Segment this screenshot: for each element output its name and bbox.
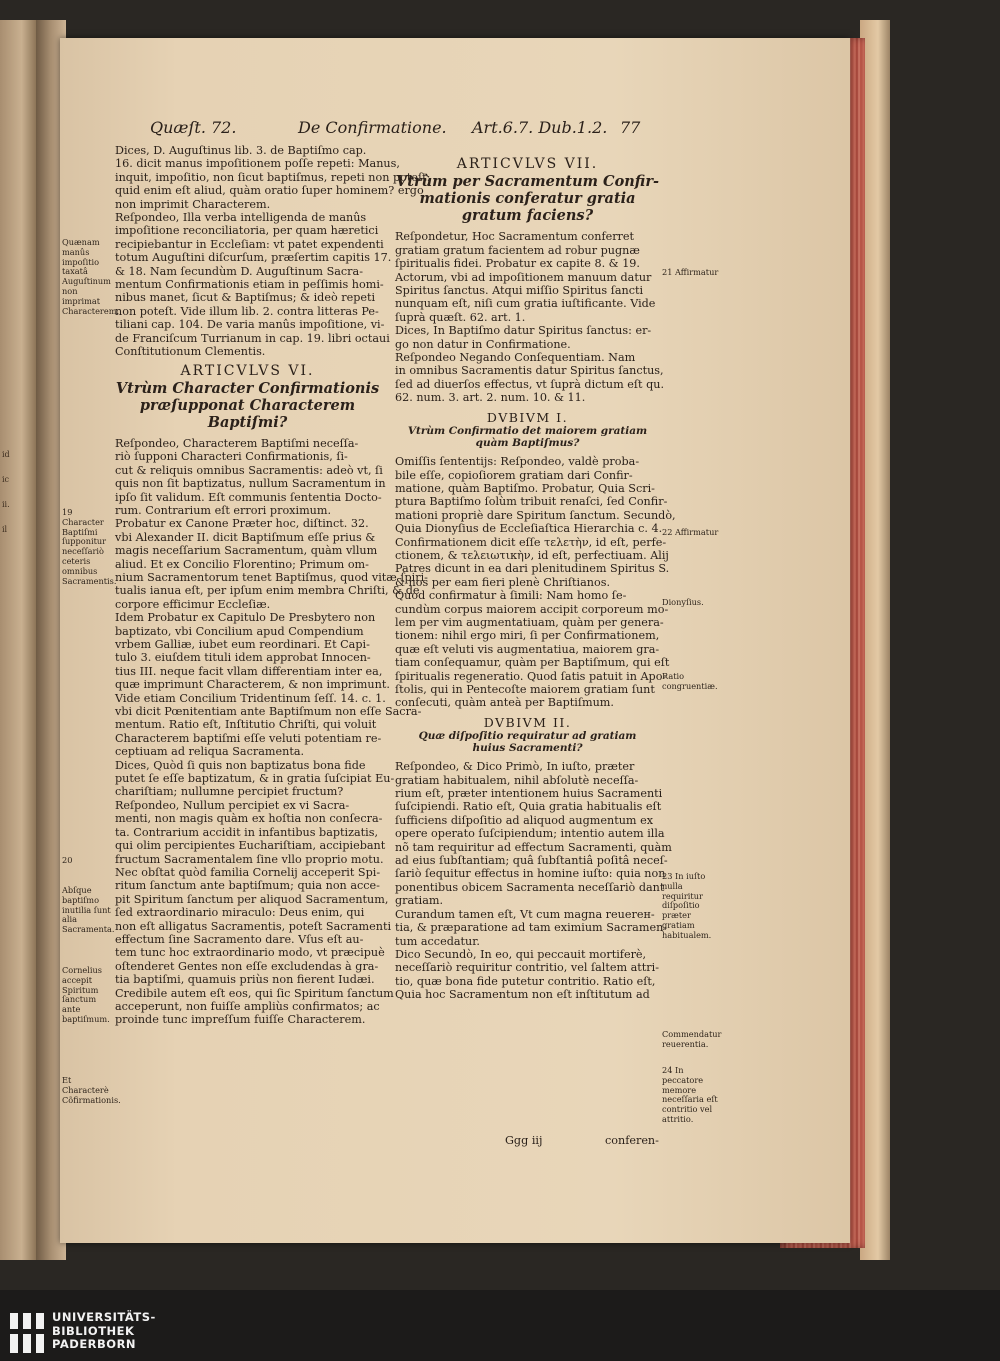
text-line: tulo 3. eiuſdem tituli idem approbat Innocen- [115, 651, 371, 665]
text-line: Reſpondetur, Hoc Sacramentum conferret [395, 230, 635, 244]
margin-note-left: Cornelius accepit Spiritum ſanctum ante baptiſmum. [62, 965, 110, 1024]
text-line: riò ſupponi Characteri Confirmationis, ſi- [115, 450, 348, 464]
text-line: pit Spiritum ſanctum per aliquod Sacramentum, [115, 892, 389, 906]
text-line: Dices, In Baptiſmo datur Spiritus ſanctus: er- [395, 324, 652, 338]
text-line: ritum ſanctum ante baptiſmum; quia non acce- [115, 879, 380, 893]
text-line: Reſpondeo, Nullum percipiet ex vi Sacra- [115, 798, 350, 812]
text-line: baptizato, vbi Concilium apud Compendium [115, 624, 364, 638]
dubium-2-subtitle [395, 730, 660, 754]
right-column-text-b [395, 455, 676, 710]
text-line: ctionem, & τελειωτικὴν, id eſt, perfectiuam. Alij [395, 548, 669, 562]
dubium-1-subtitle [395, 425, 660, 449]
text-line: cundùm corpus maiorem accipit corporeum mo- [395, 602, 669, 616]
text-line: ſuprà quæſt. 62. art. 1. [395, 310, 526, 324]
margin-note-right: Ratio congruentiæ. [662, 671, 718, 691]
text-line: rum. Contrarium eſt errori proximum. [115, 503, 332, 517]
text-line: mentum Confirmationis etiam in peſſimis homi- [115, 278, 384, 292]
text-line: tiam conſequamur, quàm per Baptiſmum, qui eſt [395, 656, 670, 670]
text-line: ſed extraordinario miraculo: Deus enim, qui [115, 906, 365, 920]
text-line: Vide etiam Concilium Tridentinum ſeſſ. 14. c. 1. [115, 691, 386, 705]
left-column-text-a [115, 144, 431, 359]
text-line: bile eſſe, copioſiorem gratiam dari Confir- [395, 468, 633, 482]
article-7-subtitle [395, 173, 660, 224]
dubium-2-title: DVBIVM II. [483, 714, 572, 730]
text-line: ſufficiens diſpoſitio ad aliquod augmentum ex [395, 813, 654, 827]
left-page-margin-note: ic [2, 475, 10, 484]
right-column-text-c [395, 760, 672, 1002]
text-line: ad eius ſubſtantiam; quâ ſubſtantiâ poſitâ neceſ- [395, 854, 668, 868]
running-header [150, 118, 650, 140]
text-line: tius III. neque facit vllam differentiam inter ea, [115, 664, 383, 678]
margin-note-left: Et Characterè Cõfirmationis. [62, 1075, 121, 1105]
header-article: Art.6.7. Dub.1.2. [472, 118, 608, 137]
margin-note-right: Dionyſius. [662, 597, 704, 607]
article-6-subtitle [115, 380, 380, 431]
text-line: ſpiritualis fidei. Probatur ex capite 8. & 19. [395, 257, 640, 271]
logo-line: UNIVERSITÄTS- [52, 1310, 156, 1324]
text-line: vbi dicit Pœnitentiam ante Baptiſmum non eſſe Sacra- [115, 705, 422, 719]
text-line: Reſpondeo Negando Conſequentiam. Nam [395, 351, 636, 365]
text-line: conſecuti, quàm anteà per Baptiſmum. [395, 696, 614, 710]
text-line: Quia hoc Sacramentum non eſt inſtitutum ad [395, 988, 650, 1002]
text-line: quis non ſit baptizatus, nullum Sacramentum in [115, 477, 386, 491]
text-line: ta. Contrarium accidit in infantibus baptizatis, [115, 825, 379, 839]
text-line: effectum ſine Sacramento dare. Vſus eſt au- [115, 932, 364, 946]
text-line: ſuſcipiendi. Ratio eſt, Quia gratia habitualis eſt [395, 800, 662, 814]
text-line: non poteſt. Vide illum lib. 2. contra litteras Pe- [115, 304, 379, 318]
text-line: Quia Dionyſius de Eccleſiaſtica Hierarchia c. 4. [395, 522, 663, 536]
text-line: & 18. Nam ſecundùm D. Auguſtinum Sacra- [115, 264, 363, 278]
text-line: rium eſt, præter intentionem huius Sacramenti [395, 787, 663, 801]
library-logo-text [52, 1311, 156, 1352]
text-line: corpore efficimur Eccleſiæ. [115, 597, 271, 611]
text-line: oſtenderet Gentes non eſſe excludendas à gra- [115, 959, 379, 973]
text-line: Patres dicunt in ea dari plenitudinem Spiritus S. [395, 562, 670, 576]
text-line: tionem: nihil ergo miri, ſi per Confirmationem, [395, 629, 660, 643]
margin-note-right: 22 Affirmatur [662, 527, 719, 537]
text-line: proinde tunc impreſſum fuiſſe Characterem. [115, 1013, 366, 1027]
text-line: nibus manet, ſicut & Baptiſmus; & ideò repeti [115, 291, 376, 305]
margin-note-right: 24 In peccatore memore neceſſaria eſt contritio vel attritio. [662, 1065, 718, 1124]
article-6-title: ARTICVLVS VI. [180, 362, 315, 379]
text-line: impoſitione reconciliatoria, per quam hæretici [115, 224, 379, 238]
text-line: Dico Secundò, In eo, qui peccauit mortiferè, [395, 947, 647, 961]
margin-note-left: Quænam manûs impoſitio taxatâ Auguſtinum non imprimat Characterem. [62, 237, 120, 316]
text-line: non imprimit Characterem. [115, 197, 271, 211]
left-page-margin-note: id [2, 450, 10, 459]
margin-note-right: 23 In iuſto nulla requiritur diſpoſitio præter gratiam habitualem. [662, 871, 712, 940]
text-line: quæ imprimunt Characterem, & non imprimunt. [115, 678, 390, 692]
text-line: Reſpondeo, & Dico Primò, In iuſto, præter [395, 760, 635, 774]
signature-mark: Ggg iij [505, 1134, 543, 1147]
left-page-margin-note: il [2, 525, 8, 534]
text-line: Reſpondeo, Illa verba intelligenda de manûs [115, 211, 367, 225]
margin-note-left: 20 [62, 855, 73, 865]
text-line: Conſtitutionum Clementis. [115, 345, 266, 359]
text-line: Probatur ex Canone Præter hoc, diſtinct. 32. [115, 517, 369, 531]
text-line: ſpiritualis regeneratio. Quod ſatis patuit in Apo- [395, 669, 667, 683]
text-line: recipiebantur in Eccleſiam: vt patet expendenti [115, 237, 384, 251]
page-number: 77 [620, 118, 641, 137]
text-line: gratiam gratum facientem ad robur pugnæ [395, 243, 640, 257]
text-line: ceptiuam ad reliqua Sacramenta. [115, 745, 305, 759]
text-line: nõ tam requiritur ad effectum Sacramenti, quàm [395, 840, 672, 854]
right-column [395, 144, 676, 1002]
text-line: Curandum tamen eſt, Vt cum magna reuerен- [395, 907, 655, 921]
text-line: ipſo ſit validum. Eſt communis ſententia Docto- [115, 490, 382, 504]
article-6-subtitle-line: Baptiſmi? [207, 413, 288, 431]
library-logo-icon [10, 1313, 44, 1353]
text-line: & nos per eam fieri plenè Chriſtianos. [395, 575, 611, 589]
text-line: magis neceſſarium Sacramentum, quàm vllum [115, 544, 378, 558]
catchword: conferen- [605, 1134, 659, 1147]
text-line: tiliani cap. 104. De varia manûs impoſitione, vi- [115, 318, 385, 332]
text-line: ponentibus obicem Sacramenta neceſſariò dant [395, 880, 665, 894]
text-line: Omiſſis ſententijs: Reſpondeo, valdè proba- [395, 455, 640, 469]
text-line: ſtolis, qui in Pentecoſte maiorem gratiam ſunt [395, 683, 655, 696]
text-line: ſed ad diuerſos effectus, vt ſuprà dictum eſt qu. [395, 377, 665, 391]
text-line: ptura Baptiſmo ſolùm tribuit renaſci, ſed Confir- [395, 495, 668, 509]
text-line: acceperunt, non fuiſſe ampliùs confirmatos; ac [115, 999, 380, 1013]
text-line: gratiam. [395, 894, 444, 908]
text-line: Idem Probatur ex Capitulo De Presbytero non [115, 611, 376, 625]
dubium-2-subtitle-line: huius Sacramenti? [472, 742, 583, 755]
text-line: lem per vim augmentatiuam, quàm per genera- [395, 615, 664, 629]
text-line: vrbem Galliæ, iubet eum reordinari. Et Capi- [115, 638, 370, 651]
text-line: 62. num. 3. art. 2. num. 10. & 11. [395, 391, 586, 405]
text-line: ſariò ſequitur effectus in homine iuſto: quia non [395, 867, 666, 881]
text-line: tualis ianua eſt, per ipſum enim membra Chriſti, & de [115, 584, 420, 598]
text-line: in omnibus Sacramentis datur Spiritus ſanctus, [395, 364, 664, 378]
article-7-subtitle-line: gratum faciens? [461, 207, 594, 225]
text-line: nunquam eſt, niſi cum gratia iuſtificante. Vide [395, 297, 656, 311]
text-line: 16. dicit manus impoſitionem poſſe repeti: Manus, [115, 157, 400, 171]
text-line: totum Auguſtini diſcurſum, præſertim capitis 17. [115, 251, 392, 265]
text-line: opere operato ſuſcipiendum; intentio autem illa [395, 827, 665, 841]
text-line: gratiam habitualem, nihil abſolutè neceſſa- [395, 773, 639, 787]
text-line: quæ eſt veluti vis augmentatiua, maiorem gra- [395, 642, 660, 656]
left-page-margin-note: ii. [2, 500, 10, 509]
text-line: matione, quàm Baptiſmo. Probatur, Quia Scri- [395, 481, 655, 495]
logo-line: PADERBORN [52, 1337, 137, 1351]
margin-note-left: Abſque baptiſmo inutilia ſunt alia Sacramenta. [62, 885, 115, 935]
text-line: qui olim percipientes Euchariſtiam, accipiebant [115, 839, 386, 853]
logo-line: BIBLIOTHEK [52, 1323, 135, 1338]
article-6-subtitle-line: præſupponat Characterem [139, 396, 356, 414]
text-line: Confirmationem dicit eſſe τελετὴν, id eſt, perfe- [395, 535, 667, 549]
text-line: Reſpondeo, Characterem Baptiſmi neceſſa- [115, 436, 359, 450]
text-line: chariſtiam; nullumne percipiet fructum? [115, 785, 344, 799]
header-title: De Confirmatione. [298, 118, 447, 137]
text-line: vbi Alexander II. dicit Baptiſmum eſſe prius & [115, 530, 376, 544]
text-line: fructum Sacramentalem ſine vllo proprio motu. [115, 852, 384, 866]
margin-note-right: Commendatur reuerentia. [662, 1029, 722, 1049]
right-column-text-a [395, 230, 665, 405]
text-line: mentum. Ratio eſt, Inſtitutio Chriſti, qui voluit [115, 718, 377, 732]
dubium-1-title: DVBIVM I. [486, 409, 569, 425]
article-7-title: ARTICVLVS VII. [456, 156, 599, 172]
dubium-1-subtitle-line: quàm Baptiſmus? [475, 437, 580, 450]
text-line: Characterem baptiſmi eſſe veluti potentiam re- [115, 731, 382, 745]
text-line: tia baptiſmi, quamuis priùs non fierent Iudæi. [115, 973, 375, 987]
text-line: non eſt alligatus Sacramentis, poteſt Sacramenti [115, 919, 392, 933]
text-line: Nec obſtat quòd familia Cornelij acceperit Spi- [115, 865, 381, 879]
dubium-2-subtitle-line: Quæ diſpoſitio requiratur ad gratiam [418, 730, 637, 743]
text-line: neceſſariò requiritur contritio, vel ſaltem attri- [395, 961, 659, 975]
text-line: de Franciſcum Turrianum in cap. 19. libri octaui [115, 331, 390, 345]
text-line: quid enim eſt aliud, quàm oratio ſuper hominem? ergo [115, 184, 424, 198]
text-line: aliud. Et ex Concilio Florentino; Primum om- [115, 557, 369, 571]
text-line: Actorum, vbi ad impoſitionem manuum datur [395, 270, 652, 284]
text-line: mationi propriè dare Spiritum ſanctum. Secundò, [395, 508, 676, 522]
margin-note-right: 21 Affirmatur [662, 267, 719, 277]
dubium-1-subtitle-line: Vtrùm Confirmatio det maiorem gratiam [407, 425, 648, 438]
text-line: Credibile autem eſt eos, qui ſic Spiritum ſanctum [115, 986, 394, 1000]
text-line: Spiritus ſanctus. Atqui miſſio Spiritus ſancti [395, 284, 644, 298]
text-line: Dices, Quòd ſi quis non baptizatus bona fide [115, 758, 366, 772]
text-line: Dices, D. Auguſtinus lib. 3. de Baptiſmo cap. [115, 144, 367, 157]
text-line: tio, quæ bona fide putetur contritio. Ratio eſt, [395, 974, 656, 988]
text-line: cut & reliquis omnibus Sacramentis: adeò vt, ſi [115, 463, 383, 477]
text-line: Quod confirmatur à ſimili: Nam homo ſe- [395, 589, 627, 603]
text-line: tia, & præparatione ad tam eximium Sacramen- [395, 921, 668, 935]
text-line: go non datur in Confirmatione. [395, 337, 571, 351]
text-line: tem tunc hoc extraordinario modo, vt præcipuè [115, 946, 385, 960]
text-line: inquit, impoſitio, non ſicut baptiſmus, repeti non poteſt: [115, 170, 431, 184]
article-7-subtitle-line: mationis conferatur gratia [419, 190, 636, 208]
header-question: Quæſt. 72. [150, 118, 237, 137]
article-7-subtitle-line: Vtrùm per Sacramentum Confir- [396, 173, 659, 191]
text-line: tum accedatur. [395, 934, 480, 948]
text-line: menti, non magis quàm ex hoſtia non conſecra- [115, 812, 383, 826]
margin-note-left: 19 Character Baptiſmi ſupponitur neceſſariò ceteris omnibus Sacramentis. [62, 507, 117, 586]
article-6-subtitle-line: Vtrùm Character Confirmationis [115, 379, 380, 397]
text-line: nium Sacramentorum tenet Baptiſmus, quod vitæ ſpiri- [115, 570, 428, 584]
text-line: putet ſe eſſe baptizatum, & in gratia ſuſcipiat Eu- [115, 772, 395, 786]
left-page-remnant [0, 20, 36, 1260]
